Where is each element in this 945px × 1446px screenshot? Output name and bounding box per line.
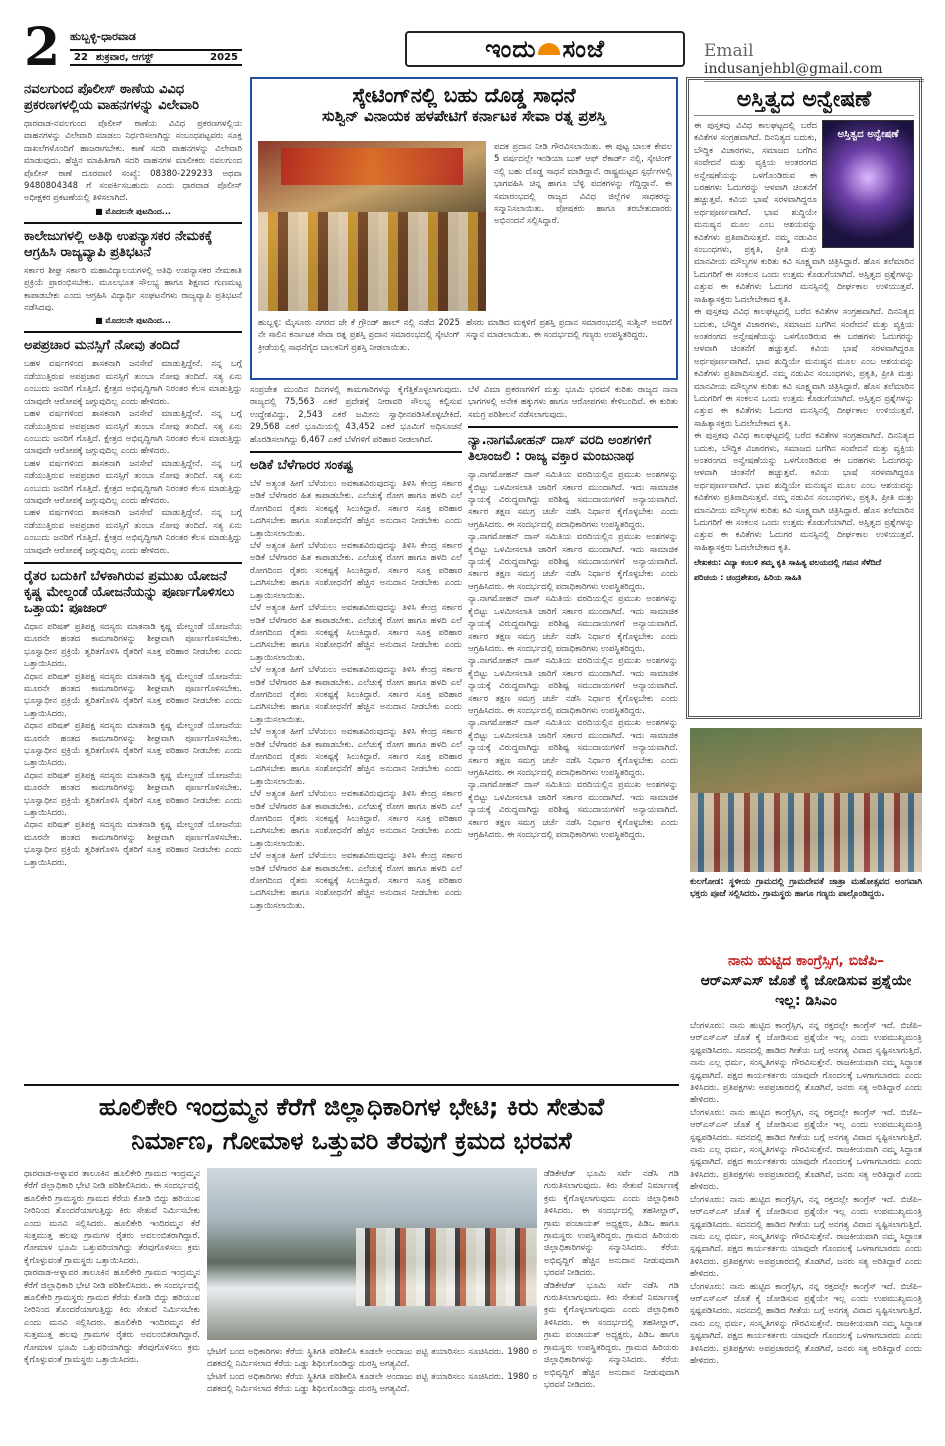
- column-left: [24, 78, 242, 1078]
- story-body: ಬೆಂಗಳೂರು: ನಾನು ಹುಟ್ಟಿದ ಕಾಂಗ್ರೆಸ್ಸಿಗ, ನನ್ನ ರಕ್ತದಲ್ಲೇ ಕಾಂಗ್ರೆಸ್ ಇದೆ. ಬಿಜೆಪಿ–ಆರ್‌ಎಸ್‌ಎಸ್ ಜೊತೆ ಕೈ ಜೋಡಿಸುವ ಪ್ರಶ್ನೆಯೇ ಇಲ್ಲ ಎಂದು ಉಪಮುಖ್ಯಮಂತ್ರಿ ಸ್ಪಷ್ಟಪಡಿಸಿದರು. ಸದನದಲ್ಲಿ ಹಾಡಿದ ಗೀತೆಯ ಬಗ್ಗೆ ಅನಗತ್ಯ ವಿವಾದ ಸೃಷ್ಟಿಸಲಾಗುತ್ತಿದೆ. ನಾನು ಎಲ್ಲ ಧರ್ಮ, ಸಂಸ್ಕೃತಿಗಳನ್ನು ಗೌರವಿಸುತ್ತೇನೆ. ರಾಜಕೀಯವಾಗಿ ನಮ್ಮ ಸಿದ್ಧಾಂತ ಸ್ಪಷ್ಟವಾಗಿದೆ. ಪಕ್ಷದ ಕಾರ್ಯಕರ್ತರು ಯಾವುದೇ ಗೊಂದಲಕ್ಕೆ ಒಳಗಾಗಬಾರದು ಎಂದು ತಿಳಿಸಿದರು. ಪ್ರತಿಪಕ್ಷಗಳು ಅಪಪ್ರಚಾರದಲ್ಲಿ ತೊಡಗಿವೆ, ಜನರು ಸತ್ಯ ಅರಿತಿದ್ದಾರೆ ಎಂದು ಹೇಳಿದರು.: [690, 1021, 922, 1106]
- masthead: [0, 0, 945, 78]
- story-body: ಭೇಟಿಗೆ ಬಂದ ಅಧಿಕಾರಿಗಳು ಕೆರೆಯ ಸ್ಥಿತಿಗತಿ ಪರಿಶೀಲಿಸಿ ಕೂಡಲೇ ಅಂದಾಜು ಪಟ್ಟಿ ತಯಾರಿಸಲು ಸೂಚಿಸಿದರು. 1980 ರ ದಶಕದಲ್ಲಿ ನಿರ್ಮಿಸಲಾದ ಕೆರೆಯ ಒಡ್ಡು ಶಿಥಿಲಗೊಂಡಿದ್ದು ದುರಸ್ತಿ ಅಗತ್ಯವಿದೆ.: [207, 1347, 537, 1370]
- email-address: indusanjehbl@gmail.com: [704, 61, 883, 77]
- newspaper-logo: [405, 31, 685, 67]
- story-body: ನ್ಯಾ.ನಾಗಮೋಹನ್ ದಾಸ್ ಸಮಿತಿಯ ವರದಿಯಲ್ಲಿನ ಪ್ರಮುಖ ಅಂಶಗಳನ್ನು ಕೈಬಿಟ್ಟು ಒಳಮೀಸಲಾತಿ ಜಾರಿಗೆ ಸರ್ಕಾರ ಮುಂದಾಗಿದೆ. ಇದು ಸಾಮಾಜಿಕ ನ್ಯಾಯಕ್ಕೆ ವಿರುದ್ಧವಾಗಿದ್ದು ಪರಿಶಿಷ್ಟ ಸಮುದಾಯಗಳಿಗೆ ಅನ್ಯಾಯವಾಗಿದೆ. ಸರ್ಕಾರ ತಕ್ಷಣ ಸಮಗ್ರ ಚರ್ಚೆ ನಡೆಸಿ ನಿರ್ಧಾರ ಕೈಗೊಳ್ಳಬೇಕು ಎಂದು ಆಗ್ರಹಿಸಿದರು. ಈ ಸಂದರ್ಭದಲ್ಲಿ ಪದಾಧಿಕಾರಿಗಳು ಉಪಸ್ಥಿತರಿದ್ದರು.: [468, 532, 678, 592]
- lead-column-mid: [207, 1346, 537, 1436]
- email-contact: [704, 41, 924, 82]
- story-body: ಬೆಳೆ ಅತ್ಯಂತ ಹೀಗೆ ಬೆಳೆಯಲು ಅವಕಾಶವಿರುವುದನ್ನು ತಿಳಿಸಿ ಕೇಂದ್ರ ಸರ್ಕಾರ ಅಡಿಕೆ ಬೆಳೆಗಾರರ ಹಿತ ಕಾಪಾಡಬೇಕು. ಎಲೆಚುಕ್ಕೆ ರೋಗ ಹಾಗೂ ಹಳದಿ ಎಲೆ ರೋಗದಿಂದ ರೈತರು ಸಂಕಷ್ಟಕ್ಕೆ ಸಿಲುಕಿದ್ದಾರೆ. ಸರ್ಕಾರ ಸೂಕ್ತ ಪರಿಹಾರ ಒದಗಿಸಬೇಕು ಹಾಗೂ ಸಂಶೋಧನೆಗೆ ಹೆಚ್ಚಿನ ಅನುದಾನ ನೀಡಬೇಕು ಎಂದು ಒತ್ತಾಯಿಸಲಾಯಿತು.: [250, 479, 462, 539]
- story-body: ಡೆಡಿಕೇಟೆಡ್ ಭೂಮಿ ಸರ್ವೆ ನಡೆಸಿ ಗಡಿ ಗುರುತಿಸಲಾಗುವುದು. ಕಿರು ಸೇತುವೆ ನಿರ್ಮಾಣಕ್ಕೆ ಕ್ರಮ ಕೈಗೊಳ್ಳಲಾಗುವುದು ಎಂದು ಜಿಲ್ಲಾಧಿಕಾರಿ ತಿಳಿಸಿದರು. ಈ ಸಂದರ್ಭದಲ್ಲಿ ತಹಸೀಲ್ದಾರ್, ಗ್ರಾಮ ಪಂಚಾಯತ್ ಅಧ್ಯಕ್ಷರು, ಪಿಡಿಒ ಹಾಗೂ ಗ್ರಾಮಸ್ಥರು ಉಪಸ್ಥಿತರಿದ್ದರು. ಗ್ರಾಮದ ಹಿರಿಯರು ಜಿಲ್ಲಾಧಿಕಾರಿಗಳನ್ನು ಸನ್ಮಾನಿಸಿದರು. ಕೆರೆಯ ಅಭಿವೃದ್ಧಿಗೆ ಹೆಚ್ಚಿನ ಅನುದಾನ ನೀಡುವುದಾಗಿ ಭರವಸೆ ನೀಡಿದರು.: [544, 1169, 679, 1279]
- story-body: ನ್ಯಾ.ನಾಗಮೋಹನ್ ದಾಸ್ ಸಮಿತಿಯ ವರದಿಯಲ್ಲಿನ ಪ್ರಮುಖ ಅಂಶಗಳನ್ನು ಕೈಬಿಟ್ಟು ಒಳಮೀಸಲಾತಿ ಜಾರಿಗೆ ಸರ್ಕಾರ ಮುಂದಾಗಿದೆ. ಇದು ಸಾಮಾಜಿಕ ನ್ಯಾಯಕ್ಕೆ ವಿರುದ್ಧವಾಗಿದ್ದು ಪರಿಶಿಷ್ಟ ಸಮುದಾಯಗಳಿಗೆ ಅನ್ಯಾಯವಾಗಿದೆ. ಸರ್ಕಾರ ತಕ್ಷಣ ಸಮಗ್ರ ಚರ್ಚೆ ನಡೆಸಿ ನಿರ್ಧಾರ ಕೈಗೊಳ್ಳಬೇಕು ಎಂದು ಆಗ್ರಹಿಸಿದರು. ಈ ಸಂದರ್ಭದಲ್ಲಿ ಪದಾಧಿಕಾರಿಗಳು ಉಪಸ್ಥಿತರಿದ್ದರು.: [468, 718, 678, 778]
- story-headline: ರೈತರ ಬದುಕಿಗೆ ಬೆಳಕಾಗಿರುವ ಪ್ರಮುಖ ಯೋಜನೆ ಕೃಷ್ಣ ಮೇಲ್ದಂಡೆ ಯೋಜನೆಯನ್ನು ಪೂರ್ಣಗೊಳಿಸಲು ಒತ್ತಾಯ: ಪೂಜಾರ್: [24, 568, 235, 616]
- logo-word-right: ಸಂಜೆ: [562, 35, 605, 63]
- column-center-right: [468, 384, 678, 1080]
- story-body: ಬೆಂಗಳೂರು: ನಾನು ಹುಟ್ಟಿದ ಕಾಂಗ್ರೆಸ್ಸಿಗ, ನನ್ನ ರಕ್ತದಲ್ಲೇ ಕಾಂಗ್ರೆಸ್ ಇದೆ. ಬಿಜೆಪಿ–ಆರ್‌ಎಸ್‌ಎಸ್ ಜೊತೆ ಕೈ ಜೋಡಿಸುವ ಪ್ರಶ್ನೆಯೇ ಇಲ್ಲ ಎಂದು ಉಪಮುಖ್ಯಮಂತ್ರಿ ಸ್ಪಷ್ಟಪಡಿಸಿದರು. ಸದನದಲ್ಲಿ ಹಾಡಿದ ಗೀತೆಯ ಬಗ್ಗೆ ಅನಗತ್ಯ ವಿವಾದ ಸೃಷ್ಟಿಸಲಾಗುತ್ತಿದೆ. ನಾನು ಎಲ್ಲ ಧರ್ಮ, ಸಂಸ್ಕೃತಿಗಳನ್ನು ಗೌರವಿಸುತ್ತೇನೆ. ರಾಜಕೀಯವಾಗಿ ನಮ್ಮ ಸಿದ್ಧಾಂತ ಸ್ಪಷ್ಟವಾಗಿದೆ. ಪಕ್ಷದ ಕಾರ್ಯಕರ್ತರು ಯಾವುದೇ ಗೊಂದಲಕ್ಕೆ ಒಳಗಾಗಬಾರದು ಎಂದು ತಿಳಿಸಿದರು. ಪ್ರತಿಪಕ್ಷಗಳು ಅಪಪ್ರಚಾರದಲ್ಲಿ ತೊಡಗಿವೆ, ಜನರು ಸತ್ಯ ಅರಿತಿದ್ದಾರೆ ಎಂದು ಹೇಳಿದರು.: [690, 1194, 922, 1280]
- dcm-story-body: [690, 1020, 922, 1436]
- book-review-body: ಈ ಪುಸ್ತಕವು ವಿವಿಧ ಕಾಲಘಟ್ಟದಲ್ಲಿ ಬರೆದ ಕವಿತೆಗಳ ಸಂಗ್ರಹವಾಗಿದೆ. ದಿನನಿತ್ಯದ ಬದುಕು, ಬೌದ್ಧಿಕ ವಿಚಾರಗಳು, ಸಮಾಜದ ಬಗೆಗಿನ ಸಂವೇದನೆ ಮತ್ತು ವ್ಯಕ್ತಿಯ ಅಂತರಂಗದ ಅನ್ವೇಷಣೆಯನ್ನು ಒಳಗೊಂಡಿರುವ ಈ ಬರಹಗಳು ಓದುಗರನ್ನು ಆಳವಾಗಿ ಚಿಂತನೆಗೆ ಹಚ್ಚುತ್ತವೆ. ಕವಿಯ ಭಾಷೆ ಸರಳವಾಗಿದ್ದರೂ ಅರ್ಥಪೂರ್ಣವಾಗಿದೆ. ಭಾವ ಶುದ್ಧಿಯೇ ಮನುಷ್ಯನ ಮೂಲ ಎಂಬ ಆಶಯವನ್ನು ಕವಿತೆಗಳು ಪ್ರತಿಪಾದಿಸುತ್ತವೆ. ನಮ್ಮ ನಡುವಿನ ಸಂಬಂಧಗಳು, ಪ್ರಕೃತಿ, ಪ್ರೀತಿ ಮತ್ತು ಮಾನವೀಯ ಮೌಲ್ಯಗಳ ಕುರಿತು ಕವಿ ಸೂಕ್ಷ್ಮವಾಗಿ ಚಿತ್ರಿಸಿದ್ದಾರೆ. ಹೊಸ ತಲೆಮಾರಿನ ಓದುಗರಿಗೆ ಈ ಸಂಕಲನ ಒಂದು ಉತ್ತಮ ಕೊಡುಗೆಯಾಗಿದೆ. ಅಸ್ತಿತ್ವದ ಪ್ರಶ್ನೆಗಳನ್ನು ಎತ್ತುವ ಈ ಕವಿತೆಗಳು ಓದುಗರ ಮನಸ್ಸಿನಲ್ಲಿ ದೀರ್ಘಕಾಲ ಉಳಿಯುತ್ತವೆ. ಸಾಹಿತ್ಯಾಸಕ್ತರು ಓದಲೇಬೇಕಾದ ಕೃತಿ.: [694, 121, 914, 305]
- book-review-headline: ಅಸ್ತಿತ್ವದ ಅನ್ವೇಷಣೆ: [694, 85, 914, 116]
- edition-name: ಹುಬ್ಬಳ್ಳಿ-ಧಾರವಾಡ: [70, 30, 136, 43]
- date-weekday-month: ಶುಕ್ರವಾರ, ಆಗಸ್ಟ್: [95, 52, 154, 63]
- story-body: ವಿಧಾನ ಪರಿಷತ್ ಪ್ರತಿಪಕ್ಷ ಸದಸ್ಯರು ಮಾತನಾಡಿ ಕೃಷ್ಣ ಮೇಲ್ದಂಡೆ ಯೋಜನೆಯ ಮೂರನೇ ಹಂತದ ಕಾಮಗಾರಿಗಳನ್ನು ಶೀಘ್ರವಾಗಿ ಪೂರ್ಣಗೊಳಿಸಬೇಕು. ಭೂಸ್ವಾಧೀನ ಪ್ರಕ್ರಿಯೆ ತ್ವರಿತಗೊಳಿಸಿ ರೈತರಿಗೆ ಸೂಕ್ತ ಪರಿಹಾರ ನೀಡಬೇಕು ಎಂದು ಒತ್ತಾಯಿಸಿದರು.: [24, 621, 242, 670]
- divider: [24, 222, 242, 224]
- book-review-box: [686, 77, 922, 719]
- divider: [24, 331, 242, 333]
- story-body: ಬೆಳೆ ಅತ್ಯಂತ ಹೀಗೆ ಬೆಳೆಯಲು ಅವಕಾಶವಿರುವುದನ್ನು ತಿಳಿಸಿ ಕೇಂದ್ರ ಸರ್ಕಾರ ಅಡಿಕೆ ಬೆಳೆಗಾರರ ಹಿತ ಕಾಪಾಡಬೇಕು. ಎಲೆಚುಕ್ಕೆ ರೋಗ ಹಾಗೂ ಹಳದಿ ಎಲೆ ರೋಗದಿಂದ ರೈತರು ಸಂಕಷ್ಟಕ್ಕೆ ಸಿಲುಕಿದ್ದಾರೆ. ಸರ್ಕಾರ ಸೂಕ್ತ ಪರಿಹಾರ ಒದಗಿಸಬೇಕು ಹಾಗೂ ಸಂಶೋಧನೆಗೆ ಹೆಚ್ಚಿನ ಅನುದಾನ ನೀಡಬೇಕು ಎಂದು ಒತ್ತಾಯಿಸಲಾಯಿತು.: [250, 665, 462, 725]
- book-review-body: ಈ ಪುಸ್ತಕವು ವಿವಿಧ ಕಾಲಘಟ್ಟದಲ್ಲಿ ಬರೆದ ಕವಿತೆಗಳ ಸಂಗ್ರಹವಾಗಿದೆ. ದಿನನಿತ್ಯದ ಬದುಕು, ಬೌದ್ಧಿಕ ವಿಚಾರಗಳು, ಸಮಾಜದ ಬಗೆಗಿನ ಸಂವೇದನೆ ಮತ್ತು ವ್ಯಕ್ತಿಯ ಅಂತರಂಗದ ಅನ್ವೇಷಣೆಯನ್ನು ಒಳಗೊಂಡಿರುವ ಈ ಬರಹಗಳು ಓದುಗರನ್ನು ಆಳವಾಗಿ ಚಿಂತನೆಗೆ ಹಚ್ಚುತ್ತವೆ. ಕವಿಯ ಭಾಷೆ ಸರಳವಾಗಿದ್ದರೂ ಅರ್ಥಪೂರ್ಣವಾಗಿದೆ. ಭಾವ ಶುದ್ಧಿಯೇ ಮನುಷ್ಯನ ಮೂಲ ಎಂಬ ಆಶಯವನ್ನು ಕವಿತೆಗಳು ಪ್ರತಿಪಾದಿಸುತ್ತವೆ. ನಮ್ಮ ನಡುವಿನ ಸಂಬಂಧಗಳು, ಪ್ರಕೃತಿ, ಪ್ರೀತಿ ಮತ್ತು ಮಾನವೀಯ ಮೌಲ್ಯಗಳ ಕುರಿತು ಕವಿ ಸೂಕ್ಷ್ಮವಾಗಿ ಚಿತ್ರಿಸಿದ್ದಾರೆ. ಹೊಸ ತಲೆಮಾರಿನ ಓದುಗರಿಗೆ ಈ ಸಂಕಲನ ಒಂದು ಉತ್ತಮ ಕೊಡುಗೆಯಾಗಿದೆ. ಅಸ್ತಿತ್ವದ ಪ್ರಶ್ನೆಗಳನ್ನು ಎತ್ತುವ ಈ ಕವಿತೆಗಳು ಓದುಗರ ಮನಸ್ಸಿನಲ್ಲಿ ದೀರ್ಘಕಾಲ ಉಳಿಯುತ್ತವೆ. ಸಾಹಿತ್ಯಾಸಕ್ತರು ಓದಲೇಬೇಕಾದ ಕೃತಿ.: [694, 431, 914, 553]
- continued-marker: ■ ಮೊದಲನೇ ಪುಟದಿಂದ...: [95, 206, 171, 216]
- story-body: ಬೆಂಗಳೂರು: ನಾನು ಹುಟ್ಟಿದ ಕಾಂಗ್ರೆಸ್ಸಿಗ, ನನ್ನ ರಕ್ತದಲ್ಲೇ ಕಾಂಗ್ರೆಸ್ ಇದೆ. ಬಿಜೆಪಿ–ಆರ್‌ಎಸ್‌ಎಸ್ ಜೊತೆ ಕೈ ಜೋಡಿಸುವ ಪ್ರಶ್ನೆಯೇ ಇಲ್ಲ ಎಂದು ಉಪಮುಖ್ಯಮಂತ್ರಿ ಸ್ಪಷ್ಟಪಡಿಸಿದರು. ಸದನದಲ್ಲಿ ಹಾಡಿದ ಗೀತೆಯ ಬಗ್ಗೆ ಅನಗತ್ಯ ವಿವಾದ ಸೃಷ್ಟಿಸಲಾಗುತ್ತಿದೆ. ನಾನು ಎಲ್ಲ ಧರ್ಮ, ಸಂಸ್ಕೃತಿಗಳನ್ನು ಗೌರವಿಸುತ್ತೇನೆ. ರಾಜಕೀಯವಾಗಿ ನಮ್ಮ ಸಿದ್ಧಾಂತ ಸ್ಪಷ್ಟವಾಗಿದೆ. ಪಕ್ಷದ ಕಾರ್ಯಕರ್ತರು ಯಾವುದೇ ಗೊಂದಲಕ್ಕೆ ಒಳಗಾಗಬಾರದು ಎಂದು ತಿಳಿಸಿದರು. ಪ್ರತಿಪಕ್ಷಗಳು ಅಪಪ್ರಚಾರದಲ್ಲಿ ತೊಡಗಿವೆ, ಜನರು ಸತ್ಯ ಅರಿತಿದ್ದಾರೆ ಎಂದು ಹೇಳಿದರು.: [690, 1281, 922, 1366]
- photo-caption: ಹುಬ್ಬಳ್ಳಿ: ಮೈಸೂರು ನಗರದ ಜೇ ಕೆ ಗ್ರೌಂಡ್ ಹಾಲ್ ನಲ್ಲಿ ನಡೆದ 2025 ನೇ ಸಾಲಿನ ಕರ್ನಾಟಕ ಸೇವಾ ರತ್ನ ಪ್ರಶಸ್ತಿ ಪ್ರದಾನ ಸಮಾರಂಭದಲ್ಲಿ ಸ್ಕೇಟಿಂಗ್ ಕ್ರೀಡೆಯಲ್ಲಿ ಸಾಧನೆಗೈದ ಬಾಲಕನಿಗೆ ಪ್ರಶಸ್ತಿ ನೀಡಲಾಯಿತು.: [258, 318, 460, 353]
- story-headline: ಅಡಿಕೆ ಬೆಳೆಗಾರರ ಸಂಕಷ್ಟ: [250, 458, 353, 474]
- story-body: ನ್ಯಾ.ನಾಗಮೋಹನ್ ದಾಸ್ ಸಮಿತಿಯ ವರದಿಯಲ್ಲಿನ ಪ್ರಮುಖ ಅಂಶಗಳನ್ನು ಕೈಬಿಟ್ಟು ಒಳಮೀಸಲಾತಿ ಜಾರಿಗೆ ಸರ್ಕಾರ ಮುಂದಾಗಿದೆ. ಇದು ಸಾಮಾಜಿಕ ನ್ಯಾಯಕ್ಕೆ ವಿರುದ್ಧವಾಗಿದ್ದು ಪರಿಶಿಷ್ಟ ಸಮುದಾಯಗಳಿಗೆ ಅನ್ಯಾಯವಾಗಿದೆ. ಸರ್ಕಾರ ತಕ್ಷಣ ಸಮಗ್ರ ಚರ್ಚೆ ನಡೆಸಿ ನಿರ್ಧಾರ ಕೈಗೊಳ್ಳಬೇಕು ಎಂದು ಆಗ್ರಹಿಸಿದರು. ಈ ಸಂದರ್ಭದಲ್ಲಿ ಪದಾಧಿಕಾರಿಗಳು ಉಪಸ್ಥಿತರಿದ್ದರು.: [468, 780, 678, 840]
- book-cover-title: ಅಸ್ತಿತ್ವದ ಅನ್ವೇಷಣೆ: [837, 129, 899, 140]
- story-body: ಬೆಳೆ ಅತ್ಯಂತ ಹೀಗೆ ಬೆಳೆಯಲು ಅವಕಾಶವಿರುವುದನ್ನು ತಿಳಿಸಿ ಕೇಂದ್ರ ಸರ್ಕಾರ ಅಡಿಕೆ ಬೆಳೆಗಾರರ ಹಿತ ಕಾಪಾಡಬೇಕು. ಎಲೆಚುಕ್ಕೆ ರೋಗ ಹಾಗೂ ಹಳದಿ ಎಲೆ ರೋಗದಿಂದ ರೈತರು ಸಂಕಷ್ಟಕ್ಕೆ ಸಿಲುಕಿದ್ದಾರೆ. ಸರ್ಕಾರ ಸೂಕ್ತ ಪರಿಹಾರ ಒದಗಿಸಬೇಕು ಹಾಗೂ ಸಂಶೋಧನೆಗೆ ಹೆಚ್ಚಿನ ಅನುದಾನ ನೀಡಬೇಕು ಎಂದು ಒತ್ತಾಯಿಸಲಾಯಿತು.: [250, 727, 462, 787]
- story-body: ನ್ಯಾ.ನಾಗಮೋಹನ್ ದಾಸ್ ಸಮಿತಿಯ ವರದಿಯಲ್ಲಿನ ಪ್ರಮುಖ ಅಂಶಗಳನ್ನು ಕೈಬಿಟ್ಟು ಒಳಮೀಸಲಾತಿ ಜಾರಿಗೆ ಸರ್ಕಾರ ಮುಂದಾಗಿದೆ. ಇದು ಸಾಮಾಜಿಕ ನ್ಯಾಯಕ್ಕೆ ವಿರುದ್ಧವಾಗಿದ್ದು ಪರಿಶಿಷ್ಟ ಸಮುದಾಯಗಳಿಗೆ ಅನ್ಯಾಯವಾಗಿದೆ. ಸರ್ಕಾರ ತಕ್ಷಣ ಸಮಗ್ರ ಚರ್ಚೆ ನಡೆಸಿ ನಿರ್ಧಾರ ಕೈಗೊಳ್ಳಬೇಕು ಎಂದು ಆಗ್ರಹಿಸಿದರು. ಈ ಸಂದರ್ಭದಲ್ಲಿ ಪದಾಧಿಕಾರಿಗಳು ಉಪಸ್ಥಿತರಿದ್ದರು.: [468, 470, 678, 530]
- story-body: ವಿಧಾನ ಪರಿಷತ್ ಪ್ರತಿಪಕ್ಷ ಸದಸ್ಯರು ಮಾತನಾಡಿ ಕೃಷ್ಣ ಮೇಲ್ದಂಡೆ ಯೋಜನೆಯ ಮೂರನೇ ಹಂತದ ಕಾಮಗಾರಿಗಳನ್ನು ಶೀಘ್ರವಾಗಿ ಪೂರ್ಣಗೊಳಿಸಬೇಕು. ಭೂಸ್ವಾಧೀನ ಪ್ರಕ್ರಿಯೆ ತ್ವರಿತಗೊಳಿಸಿ ರೈತರಿಗೆ ಸೂಕ್ತ ಪರಿಹಾರ ನೀಡಬೇಕು ಎಂದು ಒತ್ತಾಯಿಸಿದರು.: [24, 671, 242, 719]
- award-photo: [258, 141, 486, 311]
- story-body: ಬಹಳ ವರ್ಷಗಳಿಂದ ಶಾಸಕನಾಗಿ ಜನಸೇವೆ ಮಾಡುತ್ತಿದ್ದೇನೆ. ನನ್ನ ಬಗ್ಗೆ ನಡೆಯುತ್ತಿರುವ ಅಪಪ್ರಚಾರ ಮನಸ್ಸಿಗೆ ತುಂಬಾ ನೋವು ತಂದಿದೆ. ಸತ್ಯ ಏನು ಎಂಬುದು ಜನರಿಗೆ ಗೊತ್ತಿದೆ. ಕ್ಷೇತ್ರದ ಅಭಿವೃದ್ಧಿಗಾಗಿ ನಿರಂತರ ಕೆಲಸ ಮಾಡುತ್ತಿದ್ದು ಯಾವುದೇ ಆರೋಪಕ್ಕೆ ಜಗ್ಗುವುದಿಲ್ಲ ಎಂದು ಹೇಳಿದರು.: [24, 458, 242, 506]
- dcm-story-headline: [690, 951, 922, 1011]
- date-year: 2025: [210, 52, 238, 63]
- feature-headline: ಸ್ಕೇಟಿಂಗ್‌ನಲ್ಲಿ ಬಹು ದೊಡ್ಡ ಸಾಧನೆ: [352, 83, 576, 107]
- bottom-lead-story: [24, 1084, 679, 1436]
- story-body: ಬೆಳೆ ಅತ್ಯಂತ ಹೀಗೆ ಬೆಳೆಯಲು ಅವಕಾಶವಿರುವುದನ್ನು ತಿಳಿಸಿ ಕೇಂದ್ರ ಸರ್ಕಾರ ಅಡಿಕೆ ಬೆಳೆಗಾರರ ಹಿತ ಕಾಪಾಡಬೇಕು. ಎಲೆಚುಕ್ಕೆ ರೋಗ ಹಾಗೂ ಹಳದಿ ಎಲೆ ರೋಗದಿಂದ ರೈತರು ಸಂಕಷ್ಟಕ್ಕೆ ಸಿಲುಕಿದ್ದಾರೆ. ಸರ್ಕಾರ ಸೂಕ್ತ ಪರಿಹಾರ ಒದಗಿಸಬೇಕು ಹಾಗೂ ಸಂಶೋಧನೆಗೆ ಹೆಚ್ಚಿನ ಅನುದಾನ ನೀಡಬೇಕು ಎಂದು ಒತ್ತಾಯಿಸಲಾಯಿತು.: [250, 603, 462, 663]
- lead-column-left: [24, 1168, 200, 1436]
- book-cover-image: [822, 120, 914, 248]
- story-headline: ನ್ಯಾ.ನಾಗಮೋಹನ್ ದಾಸ್ ವರದಿ ಅಂಶಗಳಿಗೆ ತಿಲಾಂಜಲಿ : ರಾಜ್ಯ ವಕ್ತಾರ ಮಂಜುನಾಥ: [468, 433, 652, 465]
- story-body: ಬಹಳ ವರ್ಷಗಳಿಂದ ಶಾಸಕನಾಗಿ ಜನಸೇವೆ ಮಾಡುತ್ತಿದ್ದೇನೆ. ನನ್ನ ಬಗ್ಗೆ ನಡೆಯುತ್ತಿರುವ ಅಪಪ್ರಚಾರ ಮನಸ್ಸಿಗೆ ತುಂಬಾ ನೋವು ತಂದಿದೆ. ಸತ್ಯ ಏನು ಎಂಬುದು ಜನರಿಗೆ ಗೊತ್ತಿದೆ. ಕ್ಷೇತ್ರದ ಅಭಿವೃದ್ಧಿಗಾಗಿ ನಿರಂತರ ಕೆಲಸ ಮಾಡುತ್ತಿದ್ದು ಯಾವುದೇ ಆರೋಪಕ್ಕೆ ಜಗ್ಗುವುದಿಲ್ಲ ಎಂದು ಹೇಳಿದರು.: [24, 508, 242, 556]
- divider: [468, 426, 678, 428]
- story-body: ಭೇಟಿಗೆ ಬಂದ ಅಧಿಕಾರಿಗಳು ಕೆರೆಯ ಸ್ಥಿತಿಗತಿ ಪರಿಶೀಲಿಸಿ ಕೂಡಲೇ ಅಂದಾಜು ಪಟ್ಟಿ ತಯಾರಿಸಲು ಸೂಚಿಸಿದರು. 1980 ರ ದಶಕದಲ್ಲಿ ನಿರ್ಮಿಸಲಾದ ಕೆರೆಯ ಒಡ್ಡು ಶಿಥಿಲಗೊಂಡಿದ್ದು ದುರಸ್ತಿ ಅಗತ್ಯವಿದೆ.: [207, 1371, 537, 1395]
- story-headline: ನವಲಗುಂದ ಪೊಲೀಸ್ ಠಾಣೆಯ ವಿವಿಧ ಪ್ರಕರಣಗಳಲ್ಲಿಯ ವಾಹನಗಳನ್ನು ವಿಲೇವಾರಿ: [24, 82, 199, 113]
- feature-body: ಪದಕ ಪ್ರದಾನ ನೀಡಿ ಗೌರವಿಸಲಾಯಿತು. ಈ ಪುಟ್ಟ ಬಾಲಕ ಕೇವಲ 5 ವರ್ಷದಲ್ಲೇ ಇಂಡಿಯಾ ಬುಕ್ ಆಫ್ ರೆಕಾರ್ಡ್ ನಲ್ಲಿ, ಸ್ಕೇಟಿಂಗ್ ನಲ್ಲಿ ಬಹು ದೊಡ್ಡ ಸಾಧನೆ ಮಾಡಿದ್ದಾನೆ. ರಾಷ್ಟ್ರಮಟ್ಟದ ಸ್ಪರ್ಧೆಗಳಲ್ಲಿ ಭಾಗವಹಿಸಿ ಚಿನ್ನ ಹಾಗೂ ಬೆಳ್ಳಿ ಪದಕಗಳನ್ನು ಗೆದ್ದಿದ್ದಾನೆ. ಈ ಸಮಾರಂಭದಲ್ಲಿ ರಾಜ್ಯದ ವಿವಿಧ ಜಿಲ್ಲೆಗಳ ಸಾಧಕರನ್ನು ಸನ್ಮಾನಿಸಲಾಯಿತು. ಪೋಷಕರು ಹಾಗೂ ತರಬೇತುದಾರರು ಅಭಿನಂದನೆ ಸಲ್ಲಿಸಿದ್ದಾರೆ.: [494, 142, 672, 227]
- story-body: ನ್ಯಾ.ನಾಗಮೋಹನ್ ದಾಸ್ ಸಮಿತಿಯ ವರದಿಯಲ್ಲಿನ ಪ್ರಮುಖ ಅಂಶಗಳನ್ನು ಕೈಬಿಟ್ಟು ಒಳಮೀಸಲಾತಿ ಜಾರಿಗೆ ಸರ್ಕಾರ ಮುಂದಾಗಿದೆ. ಇದು ಸಾಮಾಜಿಕ ನ್ಯಾಯಕ್ಕೆ ವಿರುದ್ಧವಾಗಿದ್ದು ಪರಿಶಿಷ್ಟ ಸಮುದಾಯಗಳಿಗೆ ಅನ್ಯಾಯವಾಗಿದೆ. ಸರ್ಕಾರ ತಕ್ಷಣ ಸಮಗ್ರ ಚರ್ಚೆ ನಡೆಸಿ ನಿರ್ಧಾರ ಕೈಗೊಳ್ಳಬೇಕು ಎಂದು ಆಗ್ರಹಿಸಿದರು. ಈ ಸಂದರ್ಭದಲ್ಲಿ ಪದಾಧಿಕಾರಿಗಳು ಉಪಸ್ಥಿತರಿದ್ದರು.: [468, 594, 678, 654]
- story-body: ಸಂಪ್ರಜೇತ ಮುಂದಿನ ದಿನಗಳಲ್ಲಿ ಕಾಮಗಾರಿಗಳನ್ನು ಕೈಗೆತ್ತಿಕೊಳ್ಳಲಾಗುವುದು. ರಾಜ್ಯದಲ್ಲಿ 75,563 ಎಕರೆ ಪ್ರದೇಶಕ್ಕೆ ನೀರಾವರಿ ಸೌಲಭ್ಯ ಕಲ್ಪಿಸುವ ಉದ್ದೇಶವಿದ್ದು, 2,543 ಎಕರೆ ಜಮೀನು ಸ್ವಾಧೀನಪಡಿಸಿಕೊಳ್ಳಬೇಕಿದೆ. 29,568 ಎಕರೆ ಭೂಮಿಯಲ್ಲಿ 43,452 ಎಕರೆ ಭೂಮಿಗೆ ಅಧಿಸೂಚನೆ ಹೊರಡಿಸಲಾಗಿದ್ದು 6,467 ಎಕರೆ ಬೆಳೆಗಳಿಗೆ ಪರಿಹಾರ ನೀಡಲಾಗಿದೆ.: [250, 385, 462, 445]
- story-headline: ಕಾಲೇಜುಗಳಲ್ಲಿ ಅತಿಥಿ ಉಪನ್ಯಾಸಕರ ನೇಮಕಕ್ಕೆ ಆಗ್ರಹಿಸಿ ರಾಜ್ಯವ್ಯಾಪಿ ಪ್ರತಿಭಟನೆ: [24, 228, 213, 260]
- story-body: ವಿಧಾನ ಪರಿಷತ್ ಪ್ರತಿಪಕ್ಷ ಸದಸ್ಯರು ಮಾತನಾಡಿ ಕೃಷ್ಣ ಮೇಲ್ದಂಡೆ ಯೋಜನೆಯ ಮೂರನೇ ಹಂತದ ಕಾಮಗಾರಿಗಳನ್ನು ಶೀಘ್ರವಾಗಿ ಪೂರ್ಣಗೊಳಿಸಬೇಕು. ಭೂಸ್ವಾಧೀನ ಪ್ರಕ್ರಿಯೆ ತ್ವರಿತಗೊಳಿಸಿ ರೈತರಿಗೆ ಸೂಕ್ತ ಪರಿಹಾರ ನೀಡಬೇಕು ಎಂದು ಒತ್ತಾಯಿಸಿದರು.: [24, 770, 242, 819]
- date-day: 22: [74, 52, 88, 63]
- story-body: ಬಹಳ ವರ್ಷಗಳಿಂದ ಶಾಸಕನಾಗಿ ಜನಸೇವೆ ಮಾಡುತ್ತಿದ್ದೇನೆ. ನನ್ನ ಬಗ್ಗೆ ನಡೆಯುತ್ತಿರುವ ಅಪಪ್ರಚಾರ ಮನಸ್ಸಿಗೆ ತುಂಬಾ ನೋವು ತಂದಿದೆ. ಸತ್ಯ ಏನು ಎಂಬುದು ಜನರಿಗೆ ಗೊತ್ತಿದೆ. ಕ್ಷೇತ್ರದ ಅಭಿವೃದ್ಧಿಗಾಗಿ ನಿರಂತರ ಕೆಲಸ ಮಾಡುತ್ತಿದ್ದು ಯಾವುದೇ ಆರೋಪಕ್ಕೆ ಜಗ್ಗುವುದಿಲ್ಲ ಎಂದು ಹೇಳಿದರು.: [24, 359, 242, 407]
- story-body: ನ್ಯಾ.ನಾಗಮೋಹನ್ ದಾಸ್ ಸಮಿತಿಯ ವರದಿಯಲ್ಲಿನ ಪ್ರಮುಖ ಅಂಶಗಳನ್ನು ಕೈಬಿಟ್ಟು ಒಳಮೀಸಲಾತಿ ಜಾರಿಗೆ ಸರ್ಕಾರ ಮುಂದಾಗಿದೆ. ಇದು ಸಾಮಾಜಿಕ ನ್ಯಾಯಕ್ಕೆ ವಿರುದ್ಧವಾಗಿದ್ದು ಪರಿಶಿಷ್ಟ ಸಮುದಾಯಗಳಿಗೆ ಅನ್ಯಾಯವಾಗಿದೆ. ಸರ್ಕಾರ ತಕ್ಷಣ ಸಮಗ್ರ ಚರ್ಚೆ ನಡೆಸಿ ನಿರ್ಧಾರ ಕೈಗೊಳ್ಳಬೇಕು ಎಂದು ಆಗ್ರಹಿಸಿದರು. ಈ ಸಂದರ್ಭದಲ್ಲಿ ಪದಾಧಿಕಾರಿಗಳು ಉಪಸ್ಥಿತರಿದ್ದರು.: [468, 656, 678, 716]
- lead-column-right: [544, 1168, 679, 1436]
- photo-caption: ಹೆಸರು ಮಾಡಿದ ಮಕ್ಕಳಿಗೆ ಪ್ರಶಸ್ತಿ ಪ್ರದಾನ ಸಮಾರಂಭದಲ್ಲಿ ಸುಶ್ವಿನ್ ಅವರಿಗೆ ಸನ್ಮಾನ ಮಾಡಲಾಯಿತು. ಈ ಸಂದರ್ಭದಲ್ಲಿ ಗಣ್ಯರು ಉಪಸ್ಥಿತರಿದ್ದರು.: [466, 318, 672, 341]
- photo-people: [356, 1228, 538, 1305]
- page-number: 2: [24, 17, 61, 78]
- stage-banner: [281, 148, 463, 185]
- review-credit: ಪರಿಚಯ : ಚಂದ್ರಶೇಖರ, ಹಿರಿಯ ಸಾಹಿತಿ: [694, 573, 802, 583]
- story-body: ಧಾರವಾಡ-ಅಳ್ನಾವರ ತಾಲೂಕಿನ ಹೂಲಿಕೇರಿ ಗ್ರಾಮದ ಇಂದ್ರಮ್ಮನ ಕೆರೆಗೆ ಜಿಲ್ಲಾಧಿಕಾರಿ ಭೇಟಿ ನೀಡಿ ಪರಿಶೀಲಿಸಿದರು. ಈ ಸಂದರ್ಭದಲ್ಲಿ ಹೂಲಿಕೇರಿ ಗ್ರಾಮಸ್ಥರು ಗ್ರಾಮದ ಕೆರೆಯ ಕೋಡಿ ಬಿದ್ದು ಹರಿಯುವ ನೀರಿನಿಂದ ತೊಂದರೆಯಾಗುತ್ತಿದ್ದು ಕಿರು ಸೇತುವೆ ನಿರ್ಮಿಸಬೇಕು ಎಂದು ಮನವಿ ಸಲ್ಲಿಸಿದರು. ಹೂಲಿಕೇರಿ ಇಂದಿರಮ್ಮನ ಕೆರೆ ಸುತ್ತಮುತ್ತ ಹಲವು ಗ್ರಾಮಗಳ ರೈತರು ಅವಲಂಬಿತರಾಗಿದ್ದಾರೆ. ಗೋಮಾಳ ಭೂಮಿ ಒತ್ತುವರಿಯಾಗಿದ್ದು ತೆರವುಗೊಳಿಸಲು ಕ್ರಮ ಕೈಗೊಳ್ಳುವಂತೆ ಗ್ರಾಮಸ್ಥರು ಒತ್ತಾಯಿಸಿದರು.: [24, 1268, 200, 1366]
- divider: [250, 451, 462, 453]
- divider: [24, 562, 242, 564]
- photo-caption: ಕುಲಗೋಡ: ಸ್ಥಳೀಯ ಗ್ರಾಮದಲ್ಲಿ ಗ್ರಾಮದೇವತೆ ಜಾತ್ರಾ ಮಹೋತ್ಸವದ ಅಂಗವಾಗಿ ಭಕ್ತರು ಪೂಜೆ ಸಲ್ಲಿಸಿದರು. ಗ್ರಾಮಸ್ಥರು ಹಾಗೂ ಗಣ್ಯರು ಪಾಲ್ಗೊಂಡಿದ್ದರು.: [690, 877, 922, 900]
- date-line: [70, 49, 242, 66]
- story-body: ಧಾರವಾಡ-ಅಳ್ನಾವರ ತಾಲೂಕಿನ ಹೂಲಿಕೇರಿ ಗ್ರಾಮದ ಇಂದ್ರಮ್ಮನ ಕೆರೆಗೆ ಜಿಲ್ಲಾಧಿಕಾರಿ ಭೇಟಿ ನೀಡಿ ಪರಿಶೀಲಿಸಿದರು. ಈ ಸಂದರ್ಭದಲ್ಲಿ ಹೂಲಿಕೇರಿ ಗ್ರಾಮಸ್ಥರು ಗ್ರಾಮದ ಕೆರೆಯ ಕೋಡಿ ಬಿದ್ದು ಹರಿಯುವ ನೀರಿನಿಂದ ತೊಂದರೆಯಾಗುತ್ತಿದ್ದು ಕಿರು ಸೇತುವೆ ನಿರ್ಮಿಸಬೇಕು ಎಂದು ಮನವಿ ಸಲ್ಲಿಸಿದರು. ಹೂಲಿಕೇರಿ ಇಂದಿರಮ್ಮನ ಕೆರೆ ಸುತ್ತಮುತ್ತ ಹಲವು ಗ್ರಾಮಗಳ ರೈತರು ಅವಲಂಬಿತರಾಗಿದ್ದಾರೆ. ಗೋಮಾಳ ಭೂಮಿ ಒತ್ತುವರಿಯಾಗಿದ್ದು ತೆರವುಗೊಳಿಸಲು ಕ್ರಮ ಕೈಗೊಳ್ಳುವಂತೆ ಗ್ರಾಮಸ್ಥರು ಒತ್ತಾಯಿಸಿದರು.: [24, 1169, 200, 1266]
- lead-headline-line2: ನಿರ್ಮಾಣ, ಗೋಮಾಳ ಒತ್ತುವರಿ ತೆರವುಗೆ ಕ್ರಮದ ಭರವಸೆ: [131, 1127, 572, 1155]
- story-body: ಬೆಂಗಳೂರು: ನಾನು ಹುಟ್ಟಿದ ಕಾಂಗ್ರೆಸ್ಸಿಗ, ನನ್ನ ರಕ್ತದಲ್ಲೇ ಕಾಂಗ್ರೆಸ್ ಇದೆ. ಬಿಜೆಪಿ–ಆರ್‌ಎಸ್‌ಎಸ್ ಜೊತೆ ಕೈ ಜೋಡಿಸುವ ಪ್ರಶ್ನೆಯೇ ಇಲ್ಲ ಎಂದು ಉಪಮುಖ್ಯಮಂತ್ರಿ ಸ್ಪಷ್ಟಪಡಿಸಿದರು. ಸದನದಲ್ಲಿ ಹಾಡಿದ ಗೀತೆಯ ಬಗ್ಗೆ ಅನಗತ್ಯ ವಿವಾದ ಸೃಷ್ಟಿಸಲಾಗುತ್ತಿದೆ. ನಾನು ಎಲ್ಲ ಧರ್ಮ, ಸಂಸ್ಕೃತಿಗಳನ್ನು ಗೌರವಿಸುತ್ತೇನೆ. ರಾಜಕೀಯವಾಗಿ ನಮ್ಮ ಸಿದ್ಧಾಂತ ಸ್ಪಷ್ಟವಾಗಿದೆ. ಪಕ್ಷದ ಕಾರ್ಯಕರ್ತರು ಯಾವುದೇ ಗೊಂದಲಕ್ಕೆ ಒಳಗಾಗಬಾರದು ಎಂದು ತಿಳಿಸಿದರು. ಪ್ರತಿಪಕ್ಷಗಳು ಅಪಪ್ರಚಾರದಲ್ಲಿ ತೊಡಗಿವೆ, ಜನರು ಸತ್ಯ ಅರಿತಿದ್ದಾರೆ ಎಂದು ಹೇಳಿದರು.: [690, 1107, 922, 1193]
- feature-story-box: [250, 77, 678, 380]
- story-body: ಬೆಳೆ ಅತ್ಯಂತ ಹೀಗೆ ಬೆಳೆಯಲು ಅವಕಾಶವಿರುವುದನ್ನು ತಿಳಿಸಿ ಕೇಂದ್ರ ಸರ್ಕಾರ ಅಡಿಕೆ ಬೆಳೆಗಾರರ ಹಿತ ಕಾಪಾಡಬೇಕು. ಎಲೆಚುಕ್ಕೆ ರೋಗ ಹಾಗೂ ಹಳದಿ ಎಲೆ ರೋಗದಿಂದ ರೈತರು ಸಂಕಷ್ಟಕ್ಕೆ ಸಿಲುಕಿದ್ದಾರೆ. ಸರ್ಕಾರ ಸೂಕ್ತ ಪರಿಹಾರ ಒದಗಿಸಬೇಕು ಹಾಗೂ ಸಂಶೋಧನೆಗೆ ಹೆಚ್ಚಿನ ಅನುದಾನ ನೀಡಬೇಕು ಎಂದು ಒತ್ತಾಯಿಸಲಾಯಿತು.: [250, 851, 462, 911]
- lake-photo: [207, 1168, 537, 1340]
- lead-headline-line1: ಹೂಲಿಕೇರಿ ಇಂದ್ರಮ್ಮನ ಕೆರೆಗೆ ಜಿಲ್ಲಾಧಿಕಾರಿಗಳ ಭೇಟಿ; ಕಿರು ಸೇತುವೆ: [98, 1093, 605, 1121]
- sun-icon: [538, 43, 560, 55]
- author-note: ಲೇಖಕರು: ವಿದ್ಯಾ ಕಂಬಳಿ ತಮ್ಮ ಕೃತಿ ಸಾಹಿತ್ಯ ವಲಯದಲ್ಲಿ ಗಮನ ಸೆಳೆದಿದೆ: [694, 558, 882, 568]
- story-body: ವಿಧಾನ ಪರಿಷತ್ ಪ್ರತಿಪಕ್ಷ ಸದಸ್ಯರು ಮಾತನಾಡಿ ಕೃಷ್ಣ ಮೇಲ್ದಂಡೆ ಯೋಜನೆಯ ಮೂರನೇ ಹಂತದ ಕಾಮಗಾರಿಗಳನ್ನು ಶೀಘ್ರವಾಗಿ ಪೂರ್ಣಗೊಳಿಸಬೇಕು. ಭೂಸ್ವಾಧೀನ ಪ್ರಕ್ರಿಯೆ ತ್ವರಿತಗೊಳಿಸಿ ರೈತರಿಗೆ ಸೂಕ್ತ ಪರಿಹಾರ ನೀಡಬೇಕು ಎಂದು ಒತ್ತಾಯಿಸಿದರು.: [24, 721, 242, 769]
- festival-photo: [690, 728, 922, 872]
- headline-line-black: ಆರ್‌ಎಸ್‌ಎಸ್ ಜೊತೆ ಕೈ ಜೋಡಿಸುವ ಪ್ರಶ್ನೆಯೇ ಇಲ್ಲ: ಡಿಸಿಎಂ: [700, 973, 912, 1009]
- story-body: ಬೆಳೆ ಅತ್ಯಂತ ಹೀಗೆ ಬೆಳೆಯಲು ಅವಕಾಶವಿರುವುದನ್ನು ತಿಳಿಸಿ ಕೇಂದ್ರ ಸರ್ಕಾರ ಅಡಿಕೆ ಬೆಳೆಗಾರರ ಹಿತ ಕಾಪಾಡಬೇಕು. ಎಲೆಚುಕ್ಕೆ ರೋಗ ಹಾಗೂ ಹಳದಿ ಎಲೆ ರೋಗದಿಂದ ರೈತರು ಸಂಕಷ್ಟಕ್ಕೆ ಸಿಲುಕಿದ್ದಾರೆ. ಸರ್ಕಾರ ಸೂಕ್ತ ಪರಿಹಾರ ಒದಗಿಸಬೇಕು ಹಾಗೂ ಸಂಶೋಧನೆಗೆ ಹೆಚ್ಚಿನ ಅನುದಾನ ನೀಡಬೇಕು ಎಂದು ಒತ್ತಾಯಿಸಲಾಯಿತು.: [250, 789, 462, 849]
- story-body: ಬೆಳೆ ವಿಮಾ ಪ್ರಕರಣಗಳಿಗೆ ಮತ್ತು ಭೂಮಿ ಭರವಸೆ ಕುರಿತು ರಾಜ್ಯದ ನಾನಾ ಭಾಗಗಳಲ್ಲಿ ಅನೇಕ ಹಕ್ಕುಗಳು ಹಾಗೂ ಆರೋಪಗಳು ಕೇಳಿಬಂದಿವೆ. ಈ ಕುರಿತು ಸಮಗ್ರ ಪರಿಶೀಲನೆ ನಡೆಸಲಾಗುವುದು.: [468, 385, 678, 420]
- story-body: ಡೆಡಿಕೇಟೆಡ್ ಭೂಮಿ ಸರ್ವೆ ನಡೆಸಿ ಗಡಿ ಗುರುತಿಸಲಾಗುವುದು. ಕಿರು ಸೇತುವೆ ನಿರ್ಮಾಣಕ್ಕೆ ಕ್ರಮ ಕೈಗೊಳ್ಳಲಾಗುವುದು ಎಂದು ಜಿಲ್ಲಾಧಿಕಾರಿ ತಿಳಿಸಿದರು. ಈ ಸಂದರ್ಭದಲ್ಲಿ ತಹಸೀಲ್ದಾರ್, ಗ್ರಾಮ ಪಂಚಾಯತ್ ಅಧ್ಯಕ್ಷರು, ಪಿಡಿಒ ಹಾಗೂ ಗ್ರಾಮಸ್ಥರು ಉಪಸ್ಥಿತರಿದ್ದರು. ಗ್ರಾಮದ ಹಿರಿಯರು ಜಿಲ್ಲಾಧಿಕಾರಿಗಳನ್ನು ಸನ್ಮಾನಿಸಿದರು. ಕೆರೆಯ ಅಭಿವೃದ್ಧಿಗೆ ಹೆಚ್ಚಿನ ಅನುದಾನ ನೀಡುವುದಾಗಿ ಭರವಸೆ ನೀಡಿದರು.: [544, 1280, 679, 1390]
- logo-word-left: ಇಂದು: [485, 35, 537, 63]
- story-body: ಬೆಳೆ ಅತ್ಯಂತ ಹೀಗೆ ಬೆಳೆಯಲು ಅವಕಾಶವಿರುವುದನ್ನು ತಿಳಿಸಿ ಕೇಂದ್ರ ಸರ್ಕಾರ ಅಡಿಕೆ ಬೆಳೆಗಾರರ ಹಿತ ಕಾಪಾಡಬೇಕು. ಎಲೆಚುಕ್ಕೆ ರೋಗ ಹಾಗೂ ಹಳದಿ ಎಲೆ ರೋಗದಿಂದ ರೈತರು ಸಂಕಷ್ಟಕ್ಕೆ ಸಿಲುಕಿದ್ದಾರೆ. ಸರ್ಕಾರ ಸೂಕ್ತ ಪರಿಹಾರ ಒದಗಿಸಬೇಕು ಹಾಗೂ ಸಂಶೋಧನೆಗೆ ಹೆಚ್ಚಿನ ಅನುದಾನ ನೀಡಬೇಕು ಎಂದು ಒತ್ತಾಯಿಸಲಾಯಿತು.: [250, 541, 462, 601]
- photo-people: [690, 793, 922, 872]
- book-review-body: ಈ ಪುಸ್ತಕವು ವಿವಿಧ ಕಾಲಘಟ್ಟದಲ್ಲಿ ಬರೆದ ಕವಿತೆಗಳ ಸಂಗ್ರಹವಾಗಿದೆ. ದಿನನಿತ್ಯದ ಬದುಕು, ಬೌದ್ಧಿಕ ವಿಚಾರಗಳು, ಸಮಾಜದ ಬಗೆಗಿನ ಸಂವೇದನೆ ಮತ್ತು ವ್ಯಕ್ತಿಯ ಅಂತರಂಗದ ಅನ್ವೇಷಣೆಯನ್ನು ಒಳಗೊಂಡಿರುವ ಈ ಬರಹಗಳು ಓದುಗರನ್ನು ಆಳವಾಗಿ ಚಿಂತನೆಗೆ ಹಚ್ಚುತ್ತವೆ. ಕವಿಯ ಭಾಷೆ ಸರಳವಾಗಿದ್ದರೂ ಅರ್ಥಪೂರ್ಣವಾಗಿದೆ. ಭಾವ ಶುದ್ಧಿಯೇ ಮನುಷ್ಯನ ಮೂಲ ಎಂಬ ಆಶಯವನ್ನು ಕವಿತೆಗಳು ಪ್ರತಿಪಾದಿಸುತ್ತವೆ. ನಮ್ಮ ನಡುವಿನ ಸಂಬಂಧಗಳು, ಪ್ರಕೃತಿ, ಪ್ರೀತಿ ಮತ್ತು ಮಾನವೀಯ ಮೌಲ್ಯಗಳ ಕುರಿತು ಕವಿ ಸೂಕ್ಷ್ಮವಾಗಿ ಚಿತ್ರಿಸಿದ್ದಾರೆ. ಹೊಸ ತಲೆಮಾರಿನ ಓದುಗರಿಗೆ ಈ ಸಂಕಲನ ಒಂದು ಉತ್ತಮ ಕೊಡುಗೆಯಾಗಿದೆ. ಅಸ್ತಿತ್ವದ ಪ್ರಶ್ನೆಗಳನ್ನು ಎತ್ತುವ ಈ ಕವಿತೆಗಳು ಓದುಗರ ಮನಸ್ಸಿನಲ್ಲಿ ದೀರ್ಘಕಾಲ ಉಳಿಯುತ್ತವೆ. ಸಾಹಿತ್ಯಾಸಕ್ತರು ಓದಲೇಬೇಕಾದ ಕೃತಿ.: [694, 307, 914, 429]
- email-label: Email: [704, 41, 754, 61]
- story-body: ಬಹಳ ವರ್ಷಗಳಿಂದ ಶಾಸಕನಾಗಿ ಜನಸೇವೆ ಮಾಡುತ್ತಿದ್ದೇನೆ. ನನ್ನ ಬಗ್ಗೆ ನಡೆಯುತ್ತಿರುವ ಅಪಪ್ರಚಾರ ಮನಸ್ಸಿಗೆ ತುಂಬಾ ನೋವು ತಂದಿದೆ. ಸತ್ಯ ಏನು ಎಂಬುದು ಜನರಿಗೆ ಗೊತ್ತಿದೆ. ಕ್ಷೇತ್ರದ ಅಭಿವೃದ್ಧಿಗಾಗಿ ನಿರಂತರ ಕೆಲಸ ಮಾಡುತ್ತಿದ್ದು ಯಾವುದೇ ಆರೋಪಕ್ಕೆ ಜಗ್ಗುವುದಿಲ್ಲ ಎಂದು ಹೇಳಿದರು.: [24, 409, 242, 457]
- story-body: ಧಾರವಾಡ-ನವಲಗುಂದ ಪೊಲೀಸ್ ಠಾಣೆಯ ವಿವಿಧ ಪ್ರಕರಣಗಳಲ್ಲಿಯ ವಾಹನಗಳನ್ನು ವಿಲೇವಾರಿ ಮಾಡಲು ನಿರ್ಧರಿಸಲಾಗಿದ್ದು ಸಂಬಂಧಪಟ್ಟವರು ಸೂಕ್ತ ದಾಖಲೆಗಳೊಂದಿಗೆ ಹಾಜರಾಗಬೇಕು. ಕಾಣೆ ಸದರಿ ವಾಹನಗಳನ್ನು ವಿಲೇವಾರಿ ಮಾಡುವುದು. ಹೆಚ್ಚಿನ ಮಾಹಿತಿಗಾಗಿ ಸದರಿ ವಾಹನಗಳ ಮಾಲೀಕರು ನವಲಗುಂದ ಪೊಲೀಸ್ ಠಾಣೆ ದೂರವಾಣಿ ಸಂಖ್ಯೆ: 08380-229233 ಅಥವಾ 9480804348 ಗೆ ಸಂಪರ್ಕಿಸಬಹುದು ಎಂದು ಧಾರವಾಡ ಪೊಲೀಸ್ ಅಧೀಕ್ಷಕರ ಪ್ರಕಟಣೆಯಲ್ಲಿ ತಿಳಿಸಲಾಗಿದೆ.: [24, 119, 242, 204]
- story-body: ಸರ್ಕಾರ ಶೀಘ್ರ ಸರ್ಕಾರಿ ಮಹಾವಿದ್ಯಾಲಯಗಳಲ್ಲಿ ಅತಿಥಿ ಉಪನ್ಯಾಸಕರ ನೇಮಕಾತಿ ಪ್ರಕ್ರಿಯೆ ಪ್ರಾರಂಭಿಸಬೇಕು. ಮೂಲಭೂತ ಸೌಲಭ್ಯ ಹಾಗೂ ಶಿಕ್ಷಣದ ಗುಣಮಟ್ಟ ಕಾಪಾಡಬೇಕು ಎಂದು ಆಗ್ರಹಿಸಿ ವಿದ್ಯಾರ್ಥಿ ಸಂಘಟನೆಗಳು ರಾಜ್ಯವ್ಯಾಪಿ ಪ್ರತಿಭಟನೆ ನಡೆಸಿದವು.: [24, 265, 242, 314]
- continued-marker: ■ ಮೊದಲನೇ ಪುಟದಿಂದ...: [95, 316, 171, 326]
- story-body: ವಿಧಾನ ಪರಿಷತ್ ಪ್ರತಿಪಕ್ಷ ಸದಸ್ಯರು ಮಾತನಾಡಿ ಕೃಷ್ಣ ಮೇಲ್ದಂಡೆ ಯೋಜನೆಯ ಮೂರನೇ ಹಂತದ ಕಾಮಗಾರಿಗಳನ್ನು ಶೀಘ್ರವಾಗಿ ಪೂರ್ಣಗೊಳಿಸಬೇಕು. ಭೂಸ್ವಾಧೀನ ಪ್ರಕ್ರಿಯೆ ತ್ವರಿತಗೊಳಿಸಿ ರೈತರಿಗೆ ಸೂಕ್ತ ಪರಿಹಾರ ನೀಡಬೇಕು ಎಂದು ಒತ್ತಾಯಿಸಿದರು.: [24, 820, 242, 868]
- story-headline: ಅಪಪ್ರಚಾರ ಮನಸ್ಸಿಗೆ ನೋವು ತಂದಿದೆ: [24, 338, 180, 354]
- headline-line-red: ನಾನು ಹುಟ್ಟಿದ ಕಾಂಗ್ರೆಸ್ಸಿಗ, ಬಿಜೆಪಿ–: [727, 953, 885, 969]
- photo-people: [258, 212, 486, 311]
- column-middle: [250, 384, 462, 1080]
- feature-subheadline: ಸುಶ್ವಿನ್ ವಿನಾಯಕ ಹಳಪೇಟಿಗೆ ಕರ್ನಾಟಕ ಸೇವಾ ರತ್ನ ಪ್ರಶಸ್ತಿ: [321, 107, 607, 125]
